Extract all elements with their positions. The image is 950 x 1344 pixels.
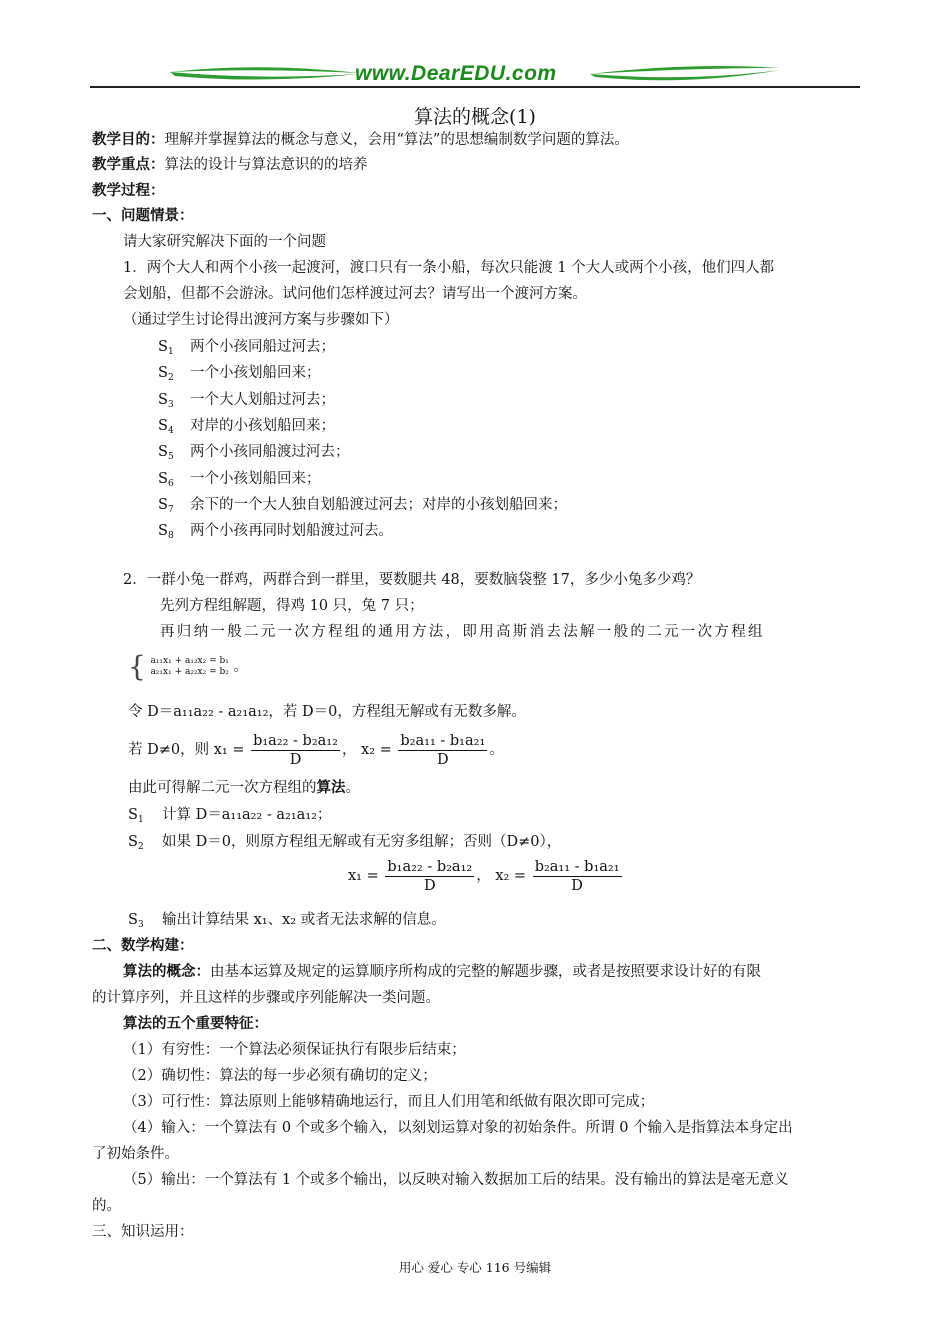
x1-label: x₁ = [213,742,245,758]
step-marker [158,337,190,359]
site-logo[interactable]: www.DearEDU.com [355,62,557,85]
q1-note: （通过学生讨论得出渡河方案与步骤如下） [123,312,399,328]
step-number: 4 [167,425,174,436]
step-label: S [158,417,168,434]
alg-step1-text: 计算 D＝a₁₁a₂₂ - a₂₁a₁₂； [162,807,332,823]
alg-x2-label: x₂ = [495,868,527,884]
step-text: 对岸的小孩划船回来； [190,417,335,434]
x2-label: x₂ = [361,742,392,758]
algorithm-intro-pre: 由此可得解二元一次方程组的 [128,780,317,796]
algorithm-intro-bold: 算法 [316,779,346,796]
q2-line: 2．一群小兔一群鸡，两群合到一群里，要数腿共 48，要数脑袋整 17，多少小兔多少鸡？ [123,572,701,588]
x2-denominator: D [437,751,449,768]
step-text: 一个小孩划船回来； [190,470,321,487]
step-number: 1 [167,347,174,357]
crossing-step [158,390,335,412]
alg-x1-fraction [385,858,474,895]
system-end: 。 [233,659,248,675]
objective-label: 教学目的： [92,131,165,148]
step-marker [158,495,190,517]
system-eq2: a₂₁x₁ + a₂₂x₂ = b₂ [150,667,229,677]
alg-x1-label: x₁ = [348,868,379,884]
concept-text1: 由基本运算及规定的运算顺序所构成的完整的解题步骤，或者是按照要求设计好的有限 [210,964,761,980]
x1-numerator: b₁a₂₂ - b₂a₁₂ [253,732,338,749]
q1-line1: 1．两个大人和两个小孩一起渡河，渡口只有一条小船，每次只能渡 1 个大人或两个小孩，他们四人都 [123,260,775,276]
d-definition: 令 D＝a₁₁a₂₂ - a₂₁a₁₂，若 D＝0，方程组无解或有无数多解。 [128,704,526,720]
step-number: 7 [167,504,174,515]
crossing-step [158,469,321,491]
step-marker [158,442,190,464]
crossing-step [158,495,567,517]
feature-item: （3）可行性：算法原则上能够精确地运行，而且人们用笔和纸做有限次即可完成； [123,1094,655,1110]
objective-text: 理解并掌握算法的概念与意义，会用“算法”的思想编制数学问题的算法。 [164,132,629,148]
x2-numerator: b₂a₁₁ - b₁a₂₁ [400,732,486,749]
crossing-step [158,363,321,385]
crossing-step [158,521,393,543]
step-number: 2 [167,373,174,384]
alg-x2-numerator: b₂a₁₁ - b₁a₂₁ [534,858,620,875]
if-label: 若 D≠0，则 [128,742,210,758]
step-marker [158,469,190,491]
crossing-step [158,442,350,464]
section1-heading: 一、问题情景： [92,207,194,224]
step-marker [158,416,190,438]
algorithm-intro [128,778,360,798]
page-title: 算法的概念(1) [414,106,536,128]
feature4-line2: 了初始条件。 [92,1146,179,1162]
system-equations [150,656,228,678]
step-label: S [158,339,168,355]
alg-x1-numerator: b₁a₂₂ - b₂a₁₂ [387,858,473,875]
step-marker [158,521,190,543]
step-number: 8 [167,531,174,542]
x1-denominator: D [289,751,302,768]
objective-line [92,130,629,150]
feature4-line1: （4）输入：一个算法有 0 个或多个输入，以刻划运算对象的初始条件。所谓 0 个输入是指算法本身定出 [123,1120,793,1136]
alg-step2-text: 如果 D＝0，则原方程组无解或有无穷多组解；否则（D≠0）， [162,834,562,850]
focus-text: 算法的设计与算法意识的的培养 [164,157,368,173]
q2-solve: 先列方程组解题，得鸡 10 只，兔 7 只； [160,598,424,614]
brace-icon: { [128,650,146,683]
step-label: S [158,470,168,487]
step-number: 3 [167,399,174,410]
q2-general: 再归纳一般二元一次方程组的通用方法，即用高斯消去法解一般的二元一次方程组 [160,624,765,640]
feature5-line2: 的。 [92,1198,121,1214]
section2-heading: 二、数学构建： [92,937,194,954]
step-text: 两个小孩再同时划船渡过河去。 [190,523,393,540]
feature5-line1: （5）输出：一个算法有 1 个或多个输出，以反映对输入数据加工后的结果。没有输出的算法是毫无意义 [123,1172,789,1188]
step-text: 一个大人划船过河去； [190,391,335,408]
q1-line2: 会划船，但都不会游泳。试问他们怎样渡过河去？请写出一个渡河方案。 [123,286,587,302]
alg-step3: $S_3$ 输出计算结果 x₁、x₂ 或者无法求解的信息。 [128,912,446,930]
step-label: S [158,523,168,540]
alg-step2: $S_2$ 如果 D＝0，则原方程组无解或有无穷多组解；否则（D≠0）， [128,834,562,852]
step-number: 6 [167,478,174,489]
step-label: S [158,391,168,408]
alg-x2-denominator: D [571,877,583,894]
step-text: 余下的一个大人独自划船渡过河去；对岸的小孩划船回来； [190,496,567,513]
focus-line [92,155,368,175]
alg-x2-fraction [533,858,622,895]
step-marker [158,390,190,412]
crossing-step [158,416,335,438]
step-marker [158,363,190,385]
step-label: S [158,444,168,461]
page-footer: 用心 爱心 专心 116 号编辑 [398,1260,552,1275]
alg-step3-text: 输出计算结果 x₁、x₂ 或者无法求解的信息。 [162,912,446,928]
concept-line1 [123,962,761,982]
concept-line2: 的计算序列，并且这样的步骤或序列能解决一类问题。 [92,990,440,1006]
focus-label: 教学重点： [92,156,165,173]
step-label: S [158,365,168,382]
solution-formula: 若 D≠0，则 x₁ = $\frac{\text{b₁a₂₂ - b₂a₁₂}}{D}$ ， x₂ = $\frac{\text{b₂a₁₁ - b₁a₂₁}}{D}$ 。 [128,732,504,768]
alg-formula: x₁ = $\frac{\text{b₁a₂₂ - b₂a₁₂}}{D}$ ， x₂ = $\frac{\text{b₂a₁₁ - b₁a₂₁}}{D}$ [348,858,620,894]
step-text: 两个小孩同船渡过河去； [190,444,350,461]
alg-x1-denominator: D [423,877,436,894]
intro-text: 请大家研究解决下面的一个问题 [123,234,326,250]
step-text: 一个小孩划船回来； [190,365,321,382]
crossing-step [158,337,335,359]
header-rule [90,86,860,88]
feature-item: （1）有穷性：一个算法必须保证执行有限步后结束； [123,1042,466,1058]
x2-fraction [398,732,487,769]
equation-system [128,650,248,683]
concept-label: 算法的概念： [123,963,210,980]
step-number: 5 [167,452,174,463]
step-text: 两个小孩同船过河去； [190,339,335,355]
algorithm-intro-post: 。 [345,780,360,796]
process-label: 教学过程： [92,182,165,199]
system-eq1: a₁₁x₁ + a₁₂x₂ = b₁ [150,656,229,666]
x1-fraction [251,732,340,769]
section3-heading: 三、知识运用： [92,1224,194,1240]
feature-item: （2）确切性：算法的每一步必须有确切的定义； [123,1068,437,1084]
alg-step1: $S_1$ 计算 D＝a₁₁a₂₂ - a₂₁a₁₂； [128,807,332,825]
features-label: 算法的五个重要特征： [123,1015,268,1032]
step-label: S [158,496,168,513]
